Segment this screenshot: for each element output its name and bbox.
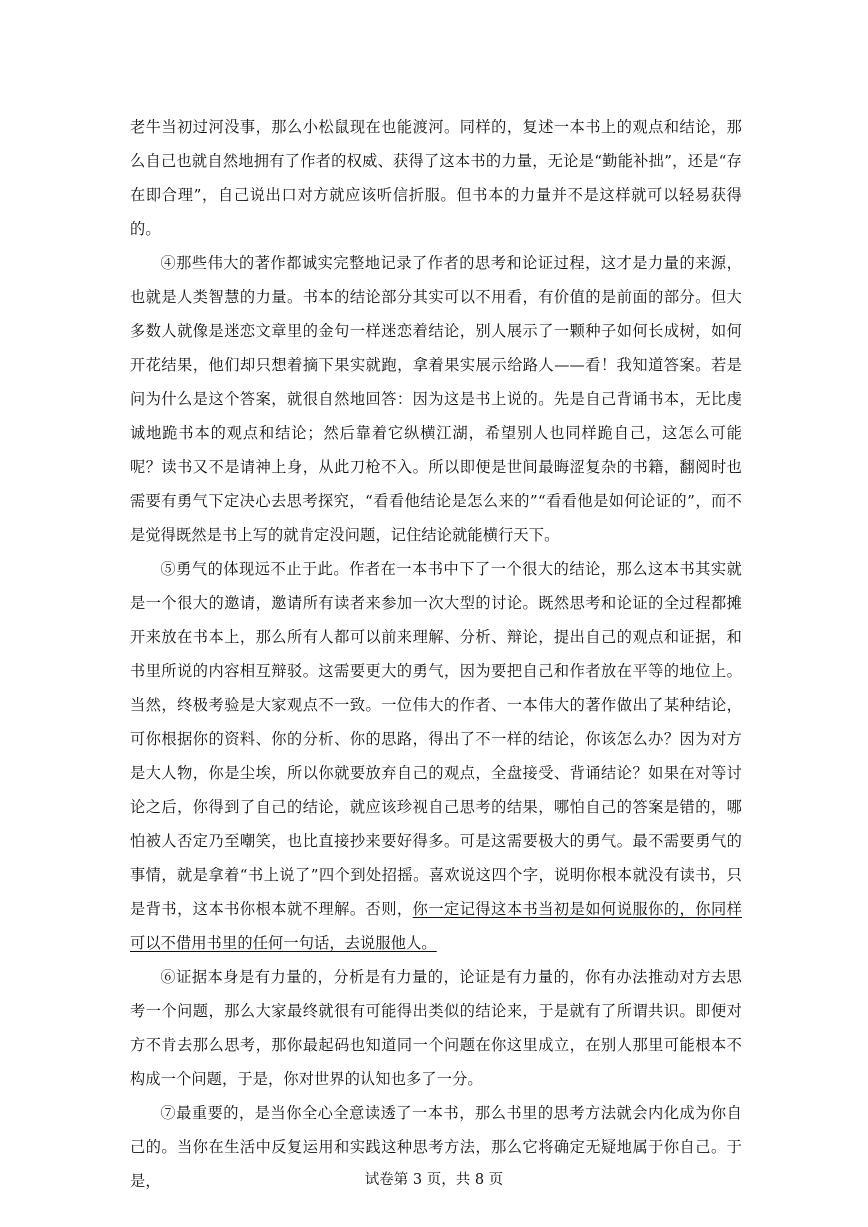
paragraph-text: ⑤勇气的体现远不止于此。作者在一本书中下了一个很大的结论，那么这本书其实就是一个很大的邀请，邀请所有读者来参加一次大型的讨论。既然思考和论证的全过程都摊开来放在书本上，那么所有人都可以前来理解、分析、辩论，提出自己的观点和证据，和书里所说的内容相互辩驳。这需要更大的勇气，因为要把自己和作者放在平等的地位上。当然，终极考验是大家观点不一致。一位伟大的作者、一本伟大的著作做出了某种结论，可你根据你的资料、你的分析、你的思路，得出了不一样的结论，你该怎么办？因为对方是大人物，你是尘埃，所以你就要放弃自己的观点，全盘接受、背诵结论？如果在对等讨论之后，你得到了自己的结论，就应该珍视自己思考的结果，哪怕自己的答案是错的，哪怕被人否定乃至嘲笑，也比直接抄来要好得多。可是这需要极大的勇气。最不需要勇气的事情，就是拿着“书上说了”四个到处招摇。喜欢说这四个字，说明你根本就没有读书，只是背书，这本书你根本就不理解。否则， bbox=[130, 560, 742, 918]
paragraph-text: ⑥证据本身是有力量的，分析是有力量的，论证是有力量的，你有办法推动对方去思考一个问题，那么大家最终就很有可能得出类似的结论来，于是就有了所谓共识。即便对方不肯去那么思考，那你最起码也知道同一个问题在你这里成立，在别人那里可能根本不构成一个问题，于是，你对世界的认知也多了一分。 bbox=[130, 968, 742, 1088]
page-number-label: 试卷第 3 页，共 8 页 bbox=[364, 1172, 504, 1188]
paragraph-text: ④那些伟大的著作都诚实完整地记录了作者的思考和论证过程，这才是力量的来源，也就是人类智慧的力量。书本的结论部分其实可以不用看，有价值的是前面的部分。但大多数人就像是迷恋文章里的金句一样迷恋着结论，别人展示了一颗种子如何长成树，如何开花结果，他们却只想着摘下果实就跑，拿着果实展示给路人——看！我知道答案。若是问为什么是这个答案，就很自然地回答：因为这是书上说的。先是自己背诵书本，无比虔诚地跪书本的观点和结论；然后靠着它纵横江湖，希望别人也同样跪自己，这怎么可能呢？读书又不是请神上身，从此刀枪不入。所以即便是世间最晦涩复杂的书籍，翻阅时也需要有勇气下定决心去思考探究，“看看他结论是怎么来的”“看看他是如何论证的”，而不是觉得既然是书上写的就肯定没问题，记住结论就能横行天下。 bbox=[130, 254, 742, 544]
page-footer bbox=[0, 1170, 868, 1190]
paragraph-text: 老牛当初过河没事，那么小松鼠现在也能渡河。同样的，复述一本书上的观点和结论，那么自己也就自然地拥有了作者的权威、获得了这本书的力量，无论是“勤能补拙”，还是“存在即合理”，自己说出口对方就应该听信折服。但书本的力量并不是这样就可以轻易获得的。 bbox=[130, 118, 742, 238]
paragraph-continued bbox=[130, 110, 742, 246]
passage-body bbox=[130, 110, 742, 1198]
paragraph-5 bbox=[130, 552, 742, 960]
paragraph-4 bbox=[130, 246, 742, 552]
paragraph-text: ⑦最重要的，是当你全心全意读透了一本书，那么书里的思考方法就会内化成为你自己的。当你在生活中反复运用和实践这种思考方法，那么它将确定无疑地属于你自己。于是， bbox=[130, 1104, 742, 1190]
underlined-sentence: 你一定记得这本书当初是如何说服你的，你同样可以不借用书里的任何一句话，去说服他人。 bbox=[130, 900, 742, 952]
paragraph-6 bbox=[130, 960, 742, 1096]
